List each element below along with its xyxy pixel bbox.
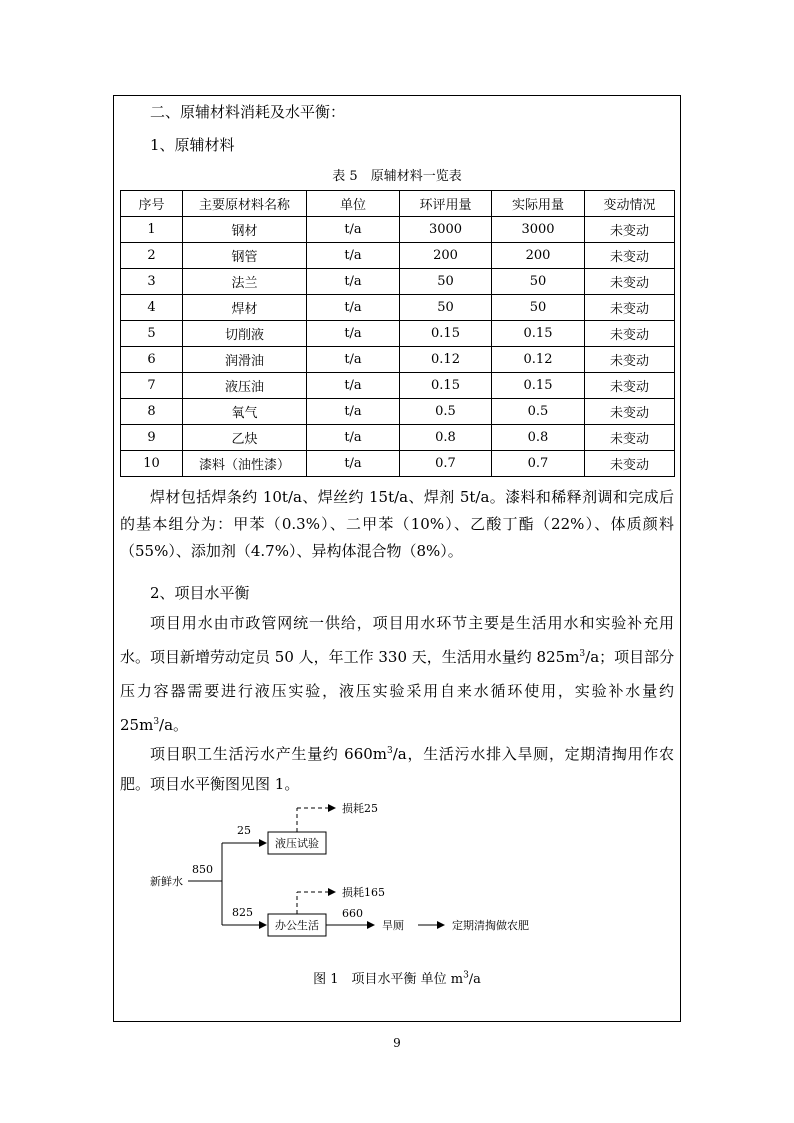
col-header-eia-amount: 环评用量 [400,191,492,217]
text-fragment: 水。项目新增劳动定员 50 人，年工作 330 天，生活用水量约 825m [120,648,580,666]
cell: 未变动 [585,217,675,243]
table-caption: 表 5 原辅材料一览表 [332,169,462,184]
end-label: 定期清掏做农肥 [452,919,529,932]
flow-node1-label: 25 [237,824,251,837]
cell: 50 [492,269,585,295]
text-line: 肥。项目水平衡图见图 1。 [120,775,300,793]
cell: t/a [307,243,400,269]
cell: 乙炔 [183,425,307,451]
cell: 0.15 [400,373,492,399]
cell: 7 [121,373,183,399]
superscript: 3 [153,717,160,727]
text-fragment: /a。 [159,716,189,734]
cell: 钢材 [183,217,307,243]
cell: t/a [307,347,400,373]
cell: 焊材 [183,295,307,321]
sub2-heading: 2、项目水平衡 [150,584,250,602]
flow-node2-label: 825 [232,906,253,919]
cell: t/a [307,295,400,321]
cell: 9 [121,425,183,451]
cell: 未变动 [585,425,675,451]
superscript: 3 [579,649,586,659]
cell: t/a [307,373,400,399]
cell: 1 [121,217,183,243]
cell: t/a [307,399,400,425]
node1-label: 液压试验 [275,837,319,850]
cell: 0.8 [400,425,492,451]
text-fragment: /a；项目部分 [585,648,675,666]
cell: 2 [121,243,183,269]
cell: 漆料（油性漆） [183,451,307,477]
cell: 未变动 [585,347,675,373]
cell: 切削液 [183,321,307,347]
text-line: 的基本组分为：甲苯（0.3%）、二甲苯（10%）、乙酸丁酯（22%）、体质颜料 [120,515,674,533]
cell: 0.15 [492,321,585,347]
cell: 钢管 [183,243,307,269]
cell: 4 [121,295,183,321]
cell: 法兰 [183,269,307,295]
cell: 0.12 [400,347,492,373]
section-heading: 二、原辅材料消耗及水平衡： [150,103,346,121]
text-fragment: /a [468,972,481,987]
cell: t/a [307,217,400,243]
cell: t/a [307,451,400,477]
cell: 未变动 [585,373,675,399]
cell: 0.8 [492,425,585,451]
cell: 氧气 [183,399,307,425]
superscript: 3 [387,746,393,756]
col-header-actual-amount: 实际用量 [492,191,585,217]
text-line: 压力容器需要进行液压实验，液压实验采用自来水循环使用，实验补水量约 [120,682,674,700]
cell: 0.5 [400,399,492,425]
cell: 未变动 [585,243,675,269]
cell: 10 [121,451,183,477]
text-fragment: 项目职工生活污水产生量约 660m [150,745,388,763]
text-line: 项目用水由市政管网统一供给，项目用水环节主要是生活用水和实验补充用 [150,614,674,632]
flow-out-label: 660 [342,907,363,920]
cell: t/a [307,425,400,451]
cell: 50 [400,295,492,321]
cell: 0.15 [492,373,585,399]
figure-caption [0,968,794,987]
col-header-index: 序号 [121,191,183,217]
cell: 0.7 [492,451,585,477]
cell: 未变动 [585,451,675,477]
text-fragment: /a，生活污水排入旱厕，定期清掏用作农 [392,745,675,763]
cell: 3000 [400,217,492,243]
text-line: （55%）、添加剂（4.7%）、异构体混合物（8%）。 [120,542,463,560]
cell: 未变动 [585,321,675,347]
node2-label: 办公生活 [275,919,319,932]
loss1-label: 损耗25 [342,802,378,815]
sub1-heading: 1、原辅材料 [150,136,235,154]
superscript: 3 [463,970,469,981]
text-line: 焊材包括焊条约 10t/a、焊丝约 15t/a、焊剂 5t/a。漆料和稀释剂调和完成后 [150,488,674,506]
cell: 6 [121,347,183,373]
cell: 5 [121,321,183,347]
cell: 3000 [492,217,585,243]
cell: t/a [307,269,400,295]
col-header-name: 主要原材料名称 [183,191,307,217]
cell: 液压油 [183,373,307,399]
cell: 50 [492,295,585,321]
col-header-unit: 单位 [307,191,400,217]
loss2-label: 损耗165 [342,886,385,899]
cell: 未变动 [585,269,675,295]
cell: 0.15 [400,321,492,347]
cell: 未变动 [585,399,675,425]
cell: 未变动 [585,295,675,321]
col-header-change: 变动情况 [585,191,675,217]
cell: t/a [307,321,400,347]
cell: 200 [492,243,585,269]
text-fragment: 图 1 项目水平衡 单位 m [313,972,464,987]
node3-label: 旱厕 [382,919,404,932]
cell: 200 [400,243,492,269]
source-flow-label: 850 [192,863,213,876]
text-fragment: 25m [120,716,154,734]
cell: 50 [400,269,492,295]
page-number: 9 [393,1036,401,1050]
cell: 润滑油 [183,347,307,373]
cell: 3 [121,269,183,295]
cell: 0.12 [492,347,585,373]
cell: 0.5 [492,399,585,425]
cell: 8 [121,399,183,425]
source-label: 新鲜水 [150,875,183,888]
cell: 0.7 [400,451,492,477]
